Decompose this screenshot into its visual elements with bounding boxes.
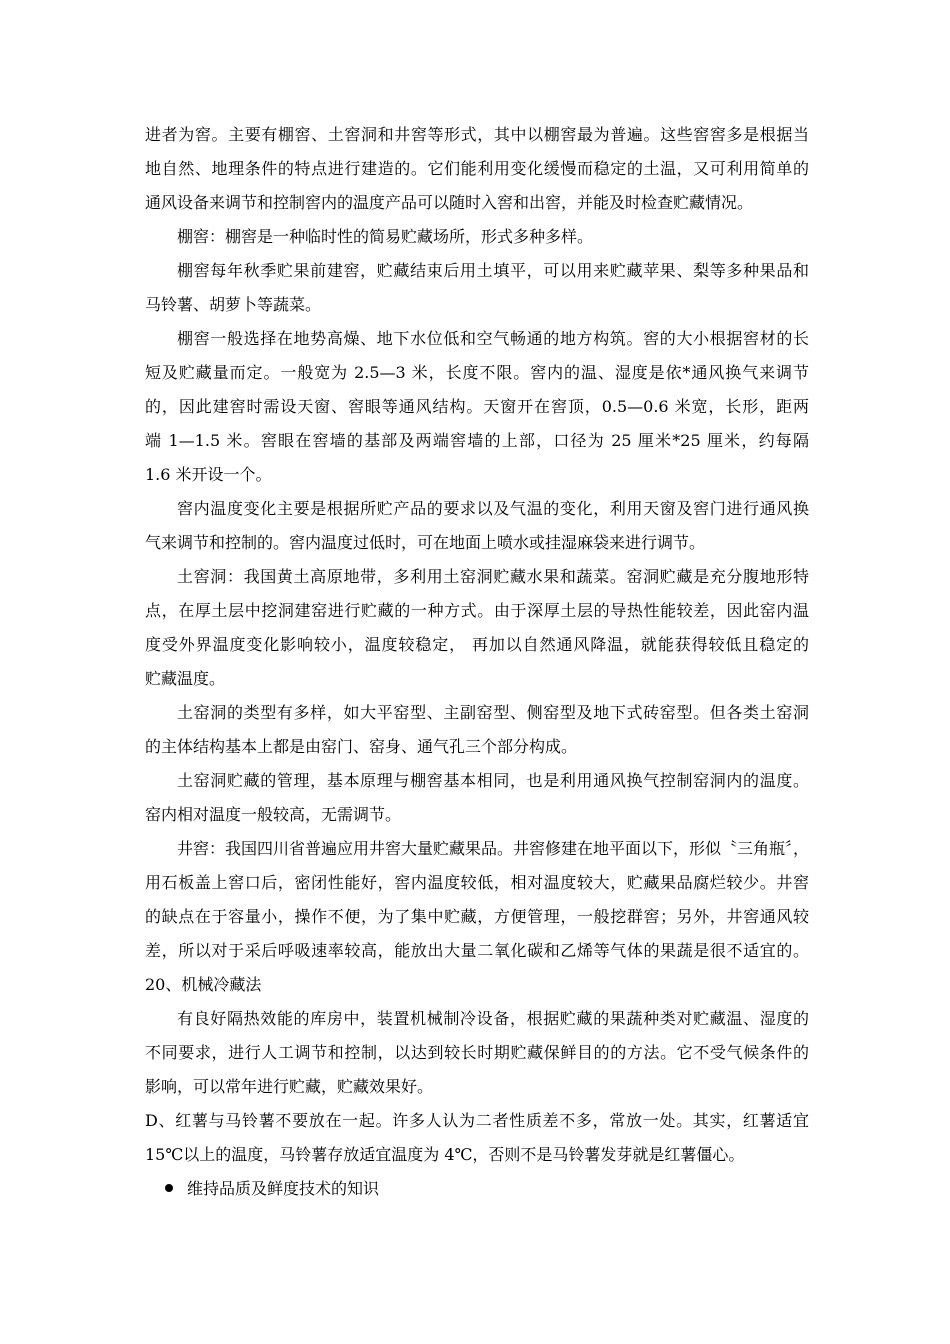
text-line: 端 1—1.5 米。窖眼在窖墙的基部及两端窖墙的上部，口径为 25 厘米*25 厘米，约每隔: [145, 431, 809, 450]
text-line: 贮藏温度。: [145, 669, 226, 688]
text-line: 窖内温度变化主要是根据所贮产品的要求以及气温的变化，利用天窗及窖门进行通风换: [177, 499, 809, 518]
text-line: 的，因此建窖时需设天窗、窖眼等通风结构。天窗开在窖顶，0.5—0.6 米宽，长形，距两: [145, 397, 809, 416]
text-line: 通风设备来调节和控制窖内的温度产品可以随时入窖和出窖，并能及时检查贮藏情况。: [145, 193, 754, 212]
document-page: [145, 118, 809, 1206]
text-line: 井窖：我国四川省普遍应用井窖大量贮藏果品。井窖修建在地平面以下，形似〝三角瓶〞，: [177, 839, 809, 858]
text-line: 的缺点在于容量小，操作不便，为了集中贮藏，方便管理，一般挖群窖；另外，井窖通风较: [145, 907, 809, 926]
text-line: 土窑洞的类型有多样，如大平窑型、主副窑型、侧窑型及地下式砖窑型。但各类土窑洞: [177, 703, 809, 722]
text-line: 进者为窖。主要有棚窖、土窖洞和井窖等形式，其中以棚窖最为普遍。这些窖窖多是根据当: [145, 125, 809, 144]
text-line: 15℃以上的温度，马铃薯存放适宜温度为 4℃，否则不是马铃薯发芽就是红薯僵心。: [145, 1145, 745, 1164]
text-line: 土窖洞：我国黄土高原地带，多利用土窑洞贮藏水果和蔬菜。窑洞贮藏是充分腹地形特: [177, 567, 809, 586]
text-line: 短及贮藏量而定。一般宽为 2.5—3 米，长度不限。窖内的温、湿度是依*通风换气来调节: [145, 363, 809, 382]
text-line: 土窑洞贮藏的管理，基本原理与棚窖基本相同，也是利用通风换气控制窑洞内的温度。: [177, 771, 809, 790]
text-line: D、红薯与马铃薯不要放在一起。许多人认为二者性质差不多，常放一处。其实，红薯适宜: [145, 1111, 809, 1130]
text-line: 有良好隔热效能的库房中，装置机械制冷设备，根据贮藏的果蔬种类对贮藏温、湿度的: [177, 1009, 809, 1028]
text-line: 度受外界温度变化影响较小，温度较稳定， 再加以自然通风降温，就能获得较低且稳定的: [145, 635, 809, 654]
text-line: 棚窖每年秋季贮果前建窖，贮藏结束后用土填平，可以用来贮藏苹果、梨等多种果品和: [177, 261, 809, 280]
text-line: 棚窖一般选择在地势高燥、地下水位低和空气畅通的地方构筑。窖的大小根据窖材的长: [177, 329, 809, 348]
text-line: 不同要求，进行人工调节和控制，以达到较长时期贮藏保鲜目的的方法。它不受气候条件的: [145, 1043, 809, 1062]
text-line: 气来调节和控制的。窖内温度过低时，可在地面上喷水或挂湿麻袋来进行调节。: [145, 533, 706, 552]
text-line: 差，所以对于采后呼吸速率较高，能放出大量二氧化碳和乙烯等气体的果蔬是很不适宜的。: [145, 941, 809, 960]
text-line: 20、机械冷藏法: [145, 975, 262, 994]
text-line: 点，在厚土层中挖洞建窑进行贮藏的一种方式。由于深厚土层的导热性能较差，因此窑内温: [145, 601, 809, 620]
bullet-dot-icon: [165, 1184, 173, 1192]
bullet-item: [145, 1172, 809, 1206]
bullet-text: 维持品质及鲜度技术的知识: [187, 1179, 380, 1198]
text-line: 窑内相对温度一般较高，无需调节。: [145, 805, 402, 824]
text-line: 用石板盖上窖口后，密闭性能好，窖内温度较低，相对温度较大，贮藏果品腐烂较少。井窖: [145, 873, 809, 892]
text-line: 影响，可以常年进行贮藏，贮藏效果好。: [145, 1077, 434, 1096]
text-line: 马铃薯、胡萝卜等蔬菜。: [145, 295, 322, 314]
text-line: 1.6 米开设一个。: [145, 465, 272, 484]
text-line: 地自然、地理条件的特点进行建造的。它们能利用变化缓慢而稳定的土温，又可利用简单的: [145, 159, 809, 178]
text-line: 的主体结构基本上都是由窑门、窑身、通气孔三个部分构成。: [145, 737, 578, 756]
text-line: 棚窖：棚窖是一种临时性的简易贮藏场所，形式多种多样。: [177, 227, 594, 246]
